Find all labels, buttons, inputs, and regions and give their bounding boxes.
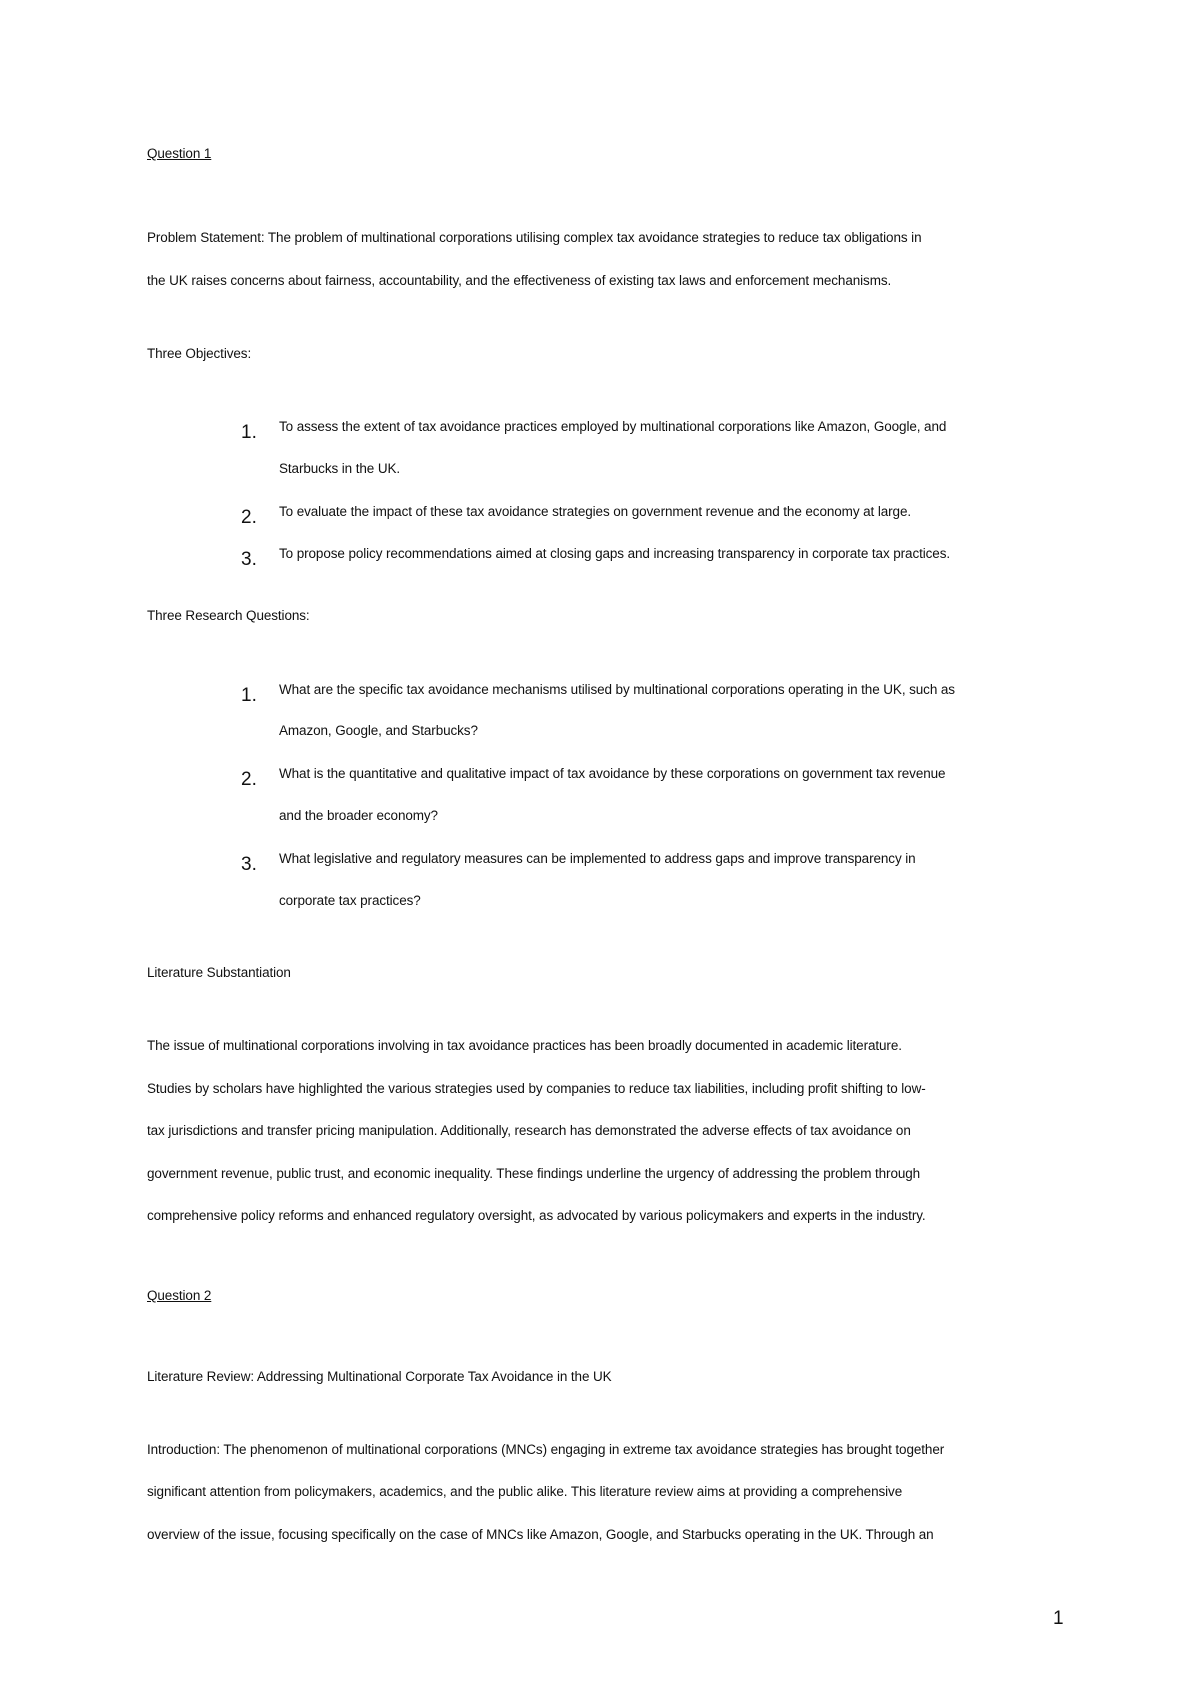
research-question-text: What are the specific tax avoidance mechanisms utilised by multinational corporations operating in the UK, such as: [279, 682, 955, 697]
objective-text: To assess the extent of tax avoidance practices employed by multinational corporations like Amazon, Google, and: [279, 419, 947, 434]
question-2-heading: Question 2: [147, 1288, 212, 1303]
literature-paragraph-line: comprehensive policy reforms and enhanced regulatory oversight, as advocated by various policymakers and experts in the industry.: [147, 1208, 926, 1223]
research-question-text: corporate tax practices?: [279, 893, 421, 908]
objective-text: To evaluate the impact of these tax avoidance strategies on government revenue and the economy at large.: [279, 504, 911, 519]
research-question-text: Amazon, Google, and Starbucks?: [279, 723, 478, 738]
problem-statement-line: the UK raises concerns about fairness, accountability, and the effectiveness of existing tax laws and enforcement mechanisms.: [147, 273, 892, 288]
literature-paragraph-line: Studies by scholars have highlighted the various strategies used by companies to reduce tax liabilities, including profit shifting to low-: [147, 1081, 926, 1096]
research-question-number: 3.: [241, 854, 257, 875]
problem-statement-line: Problem Statement: The problem of multinational corporations utilising complex tax avoidance strategies to reduce tax obligations in: [147, 230, 922, 245]
literature-paragraph-line: government revenue, public trust, and economic inequality. These findings underline the urgency of addressing the problem through: [147, 1166, 921, 1181]
introduction-line: Introduction: The phenomenon of multinational corporations (MNCs) engaging in extreme tax avoidance strategies has brought together: [147, 1442, 945, 1457]
page-number: 1: [1053, 1608, 1064, 1629]
research-question-number: 2.: [241, 769, 257, 790]
literature-review-title: Literature Review: Addressing Multinational Corporate Tax Avoidance in the UK: [147, 1369, 612, 1384]
research-question-text: What legislative and regulatory measures can be implemented to address gaps and improve transparency in: [279, 851, 916, 866]
objectives-heading: Three Objectives:: [147, 346, 252, 361]
research-question-text: and the broader economy?: [279, 808, 438, 823]
literature-paragraph-line: The issue of multinational corporations involving in tax avoidance practices has been broadly documented in academic literature.: [147, 1038, 902, 1053]
literature-paragraph-line: tax jurisdictions and transfer pricing manipulation. Additionally, research has demonstrated the adverse effects of tax avoidance on: [147, 1123, 911, 1138]
objective-number: 2.: [241, 507, 257, 528]
literature-substantiation-heading: Literature Substantiation: [147, 965, 291, 980]
objective-number: 1.: [241, 422, 257, 443]
introduction-line: significant attention from policymakers, academics, and the public alike. This literature review aims at providing a comprehensive: [147, 1484, 903, 1499]
question-1-heading: Question 1: [147, 146, 212, 161]
objective-text: To propose policy recommendations aimed at closing gaps and increasing transparency in corporate tax practices.: [279, 546, 951, 561]
research-question-number: 1.: [241, 685, 257, 706]
introduction-line: overview of the issue, focusing specifically on the case of MNCs like Amazon, Google, and Starbucks operating in the UK. Through an: [147, 1527, 934, 1542]
objective-number: 3.: [241, 549, 257, 570]
research-question-text: What is the quantitative and qualitative impact of tax avoidance by these corporations on government tax revenue: [279, 766, 946, 781]
objective-text: Starbucks in the UK.: [279, 461, 401, 476]
research-questions-heading: Three Research Questions:: [147, 608, 310, 623]
